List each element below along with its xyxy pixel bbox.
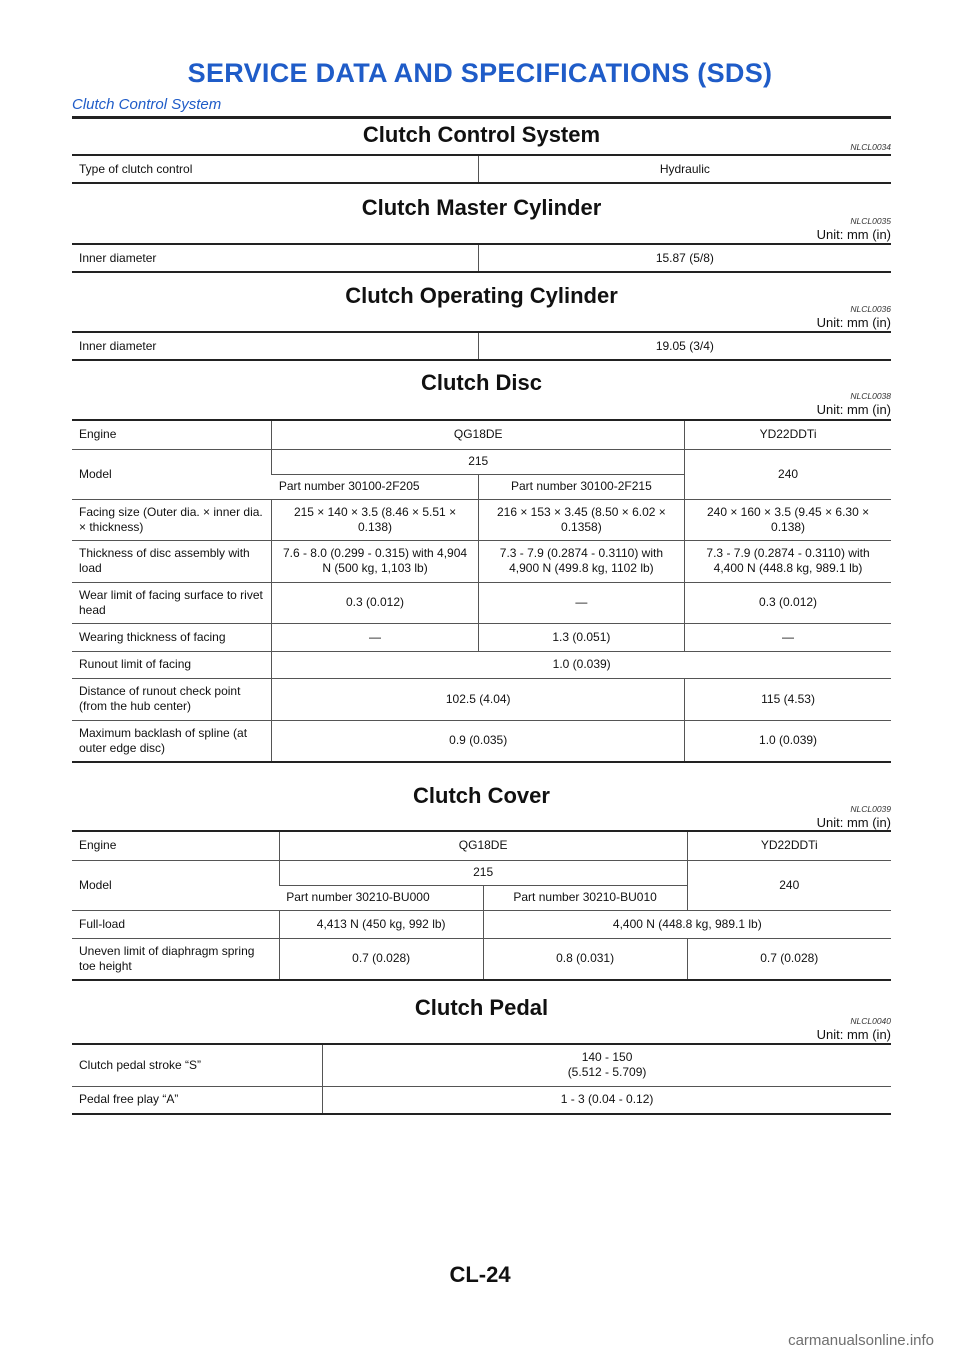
spec-value: — [685, 623, 891, 651]
section-title: Clutch Disc [420, 370, 543, 395]
table-row [72, 720, 891, 762]
spec-value: 115 (4.53) [685, 678, 891, 720]
table-row [72, 499, 891, 540]
table-row [72, 860, 891, 885]
spec-value: 15.87 (5/8) [478, 244, 891, 272]
disc-spec-table [72, 419, 891, 763]
spec-label: Clutch pedal stroke “S” [72, 1044, 323, 1086]
spec-value: 240 [685, 449, 891, 499]
page-number: CL-24 [449, 1262, 511, 1287]
pedal-spec-table [72, 1043, 891, 1115]
section-clutch-operating-cylinder [72, 283, 891, 361]
spec-label: Type of clutch control [79, 161, 193, 176]
table-row [72, 1044, 891, 1086]
section-unit: Unit: mm (in) [816, 227, 891, 242]
spec-value: YD22DDTi [685, 420, 891, 449]
section-code: NLCL0038 [850, 391, 891, 401]
spec-value: Part number 30210-BU000 [279, 885, 483, 910]
table-row [72, 449, 891, 474]
spec-value: 0.7 (0.028) [687, 938, 891, 980]
spec-value: 1 - 3 (0.04 - 0.12) [323, 1086, 891, 1114]
section-code: NLCL0034 [850, 142, 891, 152]
section-title: Clutch Control System [362, 122, 601, 147]
site-watermark: carmanualsonline.info [788, 1332, 934, 1349]
spec-value: 0.3 (0.012) [685, 582, 891, 623]
spec-label: Engine [72, 420, 272, 449]
section-title: Clutch Operating Cylinder [345, 283, 618, 308]
spec-value: 240 × 160 × 3.5 (9.45 × 6.30 × 0.138) [685, 499, 891, 540]
spec-value: 1.3 (0.051) [478, 623, 684, 651]
spec-label: Wearing thickness of facing [72, 623, 272, 651]
spec-value: Part number 30100-2F205 [272, 474, 478, 499]
spec-value: 215 [272, 449, 685, 474]
section-unit: Unit: mm (in) [816, 815, 891, 830]
spec-value: 0.8 (0.031) [483, 938, 687, 980]
spec-value: 1.0 (0.039) [685, 720, 891, 762]
spec-value: 7.3 - 7.9 (0.2874 - 0.3110) with 4,400 N (448.8 kg, 989.1 lb) [685, 540, 891, 582]
spec-value: 4,400 N (448.8 kg, 989.1 lb) [483, 910, 891, 938]
spec-label: Runout limit of facing [72, 651, 272, 678]
section-code: NLCL0035 [850, 216, 891, 226]
section-clutch-pedal [72, 995, 891, 1115]
section-code: NLCL0036 [850, 304, 891, 314]
spec-value-line: 140 - 150 [581, 1050, 633, 1065]
control-spec-table [72, 154, 891, 184]
header-divider [72, 116, 891, 119]
spec-label: Thickness of disc assembly with load [72, 540, 272, 582]
section-title: Clutch Pedal [414, 995, 549, 1020]
table-row [72, 1086, 891, 1114]
spec-label: Model [72, 860, 279, 910]
spec-value: 4,413 N (450 kg, 992 lb) [279, 910, 483, 938]
table-row [72, 244, 891, 272]
section-code: NLCL0039 [850, 804, 891, 814]
spec-value: 19.05 (3/4) [478, 332, 891, 360]
section-title: Clutch Cover [413, 783, 550, 808]
spec-label: Wear limit of facing surface to rivet head [72, 582, 272, 623]
spec-value: QG18DE [272, 420, 685, 449]
spec-value: 1.0 (0.039) [272, 651, 891, 678]
spec-value: 215 [279, 860, 687, 885]
spec-value: Hydraulic [478, 155, 891, 183]
section-clutch-cover [72, 783, 891, 981]
spec-value: — [272, 623, 478, 651]
section-clutch-disc [72, 370, 891, 763]
spec-label: Full-load [72, 910, 279, 938]
spec-value: 7.6 - 8.0 (0.299 - 0.315) with 4,904 N (500 kg, 1,103 lb) [272, 540, 478, 582]
table-row [72, 540, 891, 582]
section-unit: Unit: mm (in) [816, 402, 891, 417]
spec-label: Pedal free play “A” [79, 1092, 179, 1107]
table-row [72, 651, 891, 678]
spec-value: 0.9 (0.035) [272, 720, 685, 762]
spec-value: — [478, 582, 684, 623]
spec-label: Uneven limit of diaphragm spring toe height [79, 943, 255, 973]
section-unit: Unit: mm (in) [816, 315, 891, 330]
spec-value: YD22DDTi [687, 831, 891, 860]
table-row [72, 155, 891, 183]
spec-label: Model [72, 449, 272, 499]
spec-value: 240 [687, 860, 891, 910]
page-header-title: SERVICE DATA AND SPECIFICATIONS (SDS) [187, 58, 773, 88]
cover-spec-table [72, 830, 891, 981]
spec-value [323, 1044, 891, 1086]
spec-value: 0.7 (0.028) [279, 938, 483, 980]
spec-label: Inner diameter [79, 338, 157, 353]
spec-label: Distance of runout check point (from the hub center) [72, 678, 272, 720]
table-row [72, 831, 891, 860]
spec-value: 215 × 140 × 3.5 (8.46 × 5.51 × 0.138) [272, 499, 478, 540]
section-code: NLCL0040 [850, 1016, 891, 1026]
table-row [72, 332, 891, 360]
page-header-subtitle: Clutch Control System [72, 96, 222, 113]
spec-value: 0.3 (0.012) [272, 582, 478, 623]
table-row [72, 938, 891, 980]
table-row [72, 910, 891, 938]
spec-label: Inner diameter [79, 250, 157, 265]
table-row [72, 420, 891, 449]
spec-label: Engine [72, 831, 279, 860]
spec-value: QG18DE [279, 831, 687, 860]
spec-value: Part number 30100-2F215 [478, 474, 684, 499]
spec-value: 7.3 - 7.9 (0.2874 - 0.3110) with 4,900 N (499.8 kg, 1102 lb) [478, 540, 684, 582]
spec-label: Maximum backlash of spline (at outer edge disc) [79, 725, 248, 755]
section-unit: Unit: mm (in) [816, 1027, 891, 1042]
operating-spec-table [72, 331, 891, 361]
spec-value: Part number 30210-BU010 [483, 885, 687, 910]
section-title: Clutch Master Cylinder [361, 195, 602, 220]
spec-value-line: (5.512 - 5.709) [567, 1065, 647, 1080]
table-row [72, 582, 891, 623]
section-clutch-control-system [72, 122, 891, 184]
table-row [72, 678, 891, 720]
table-row [72, 623, 891, 651]
section-clutch-master-cylinder [72, 195, 891, 273]
spec-value: 216 × 153 × 3.45 (8.50 × 6.02 × 0.1358) [478, 499, 684, 540]
master-spec-table [72, 243, 891, 273]
spec-label: Facing size (Outer dia. × inner dia. × thickness) [72, 499, 272, 540]
spec-value: 102.5 (4.04) [272, 678, 685, 720]
